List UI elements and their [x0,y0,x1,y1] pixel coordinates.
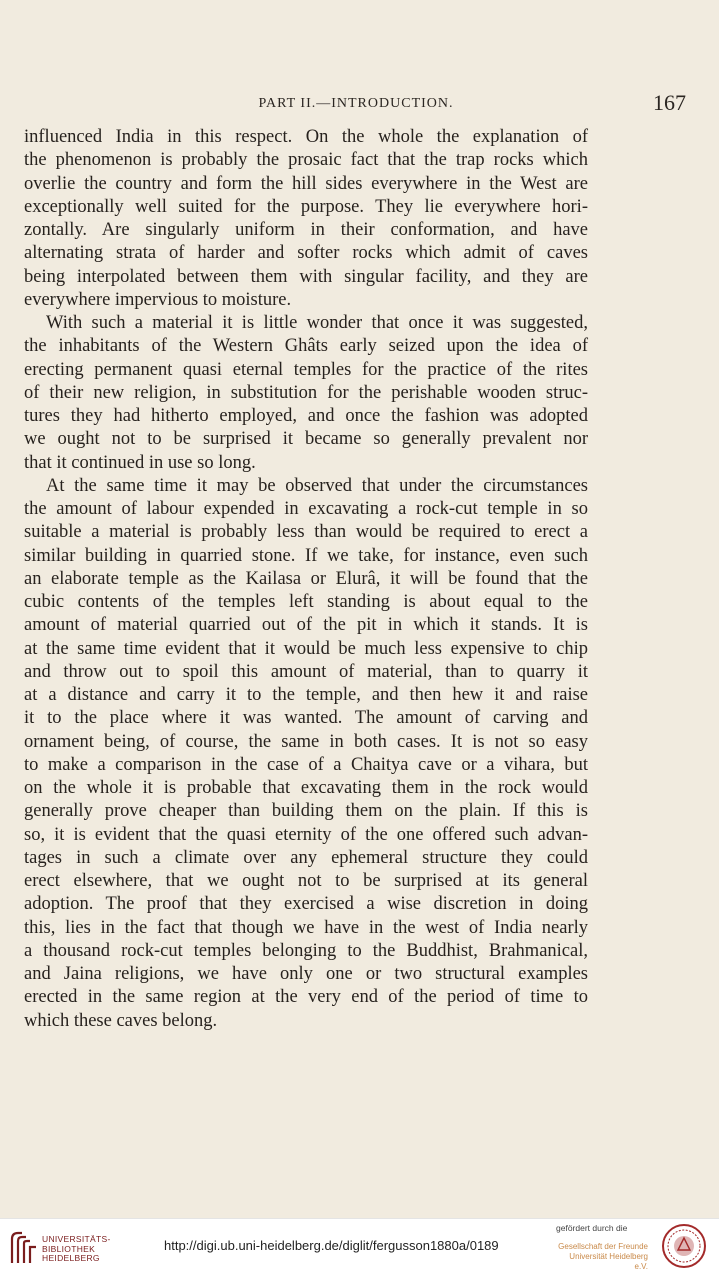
university-seal-icon [661,1223,707,1269]
text-line: erect elsewhere, that we ought not to be surprised at its general [24,871,588,891]
text-line: that it continued in use so long. [24,452,256,473]
text-line: ornament being, of course, the same in both cases. It is not so easy [24,731,588,752]
library-line: BIBLIOTHEK [42,1243,96,1254]
sponsor-label: gefördert durch die [556,1223,628,1233]
page-number: 167 [653,90,686,115]
text-line: zontally. Are singularly uniform in their conformation, and have [24,220,588,240]
text-line: and Jaina religions, we have only one or two structural examples [24,964,588,984]
body-text [24,126,588,1033]
text-line: and throw out to spoil this amount of material, than to quarry it [24,661,588,682]
text-line: similar building in quarried stone. If we take, for instance, even such [24,545,588,566]
text-line: which these caves belong. [24,1010,218,1031]
sponsor-name [556,1242,648,1272]
text-line: an elaborate temple as the Kailasa or Elurâ, it will be found that the [24,568,588,589]
text-line: so, it is evident that the quasi eternity of the one offered such advan- [24,824,588,845]
sponsor-line: Gesellschaft der Freunde [558,1242,648,1251]
text-line: we ought not to be surprised it became so generally prevalent nor [24,429,588,450]
text-line: to make a comparison in the case of a Chaitya cave or a vihara, but [24,754,588,775]
text-line: generally prove cheaper than building them on the plain. If this is [24,801,588,822]
sponsor-line: Universität Heidelberg e.V. [569,1252,648,1271]
text-line: everywhere impervious to moisture. [24,289,292,310]
text-line: at the same time evident that it would be much less expensive to chip [24,638,588,659]
text-line: tures they had hitherto employed, and once the fashion was adopted [24,406,588,426]
text-line: the amount of labour expended in excavating a rock-cut temple in so [24,499,588,519]
text-line: amount of material quarried out of the pit in which it stands. It is [24,615,588,636]
text-line: At the same time it may be observed that under the circumstances [46,475,588,496]
text-line: adoption. The proof that they exercised a wise discretion in doing [24,894,588,915]
text-line: a thousand rock-cut temples belonging to the Buddhist, Brahmanical, [24,940,588,961]
text-line: overlie the country and form the hill sides everywhere in the West are [24,173,588,194]
text-line: this, lies in the fact that though we have in the west of India nearly [24,917,588,938]
text-line: on the whole it is probable that excavating them in the rock would [24,778,588,798]
page-header [24,90,688,120]
text-line: influenced India in this respect. On the whole the explanation of [24,127,588,147]
library-line: UNIVERSITÄTS- [42,1234,111,1244]
university-library-name [42,1235,111,1264]
text-line: With such a material it is little wonder that once it was suggested, [46,313,588,333]
text-line: exceptionally well suited for the purpose. They lie everywhere hori- [24,196,588,217]
text-line: cubic contents of the temples left standing is about equal to the [24,592,588,612]
text-line: tages in such a climate over any ephemeral structure they could [24,847,588,868]
text-line: being interpolated between them with singular facility, and they are [24,266,588,287]
text-line: at a distance and carry it to the temple, and then hew it and raise [24,685,588,705]
text-line: of their new religion, in substitution for the perishable wooden struc- [24,382,588,403]
library-line: HEIDELBERG [42,1253,100,1263]
text-line: the phenomenon is probably the prosaic fact that the trap rocks which [24,150,588,171]
text-line: alternating strata of harder and softer rocks which admit of caves [24,243,588,264]
text-line: suitable a material is probably less than would be required to erect a [24,522,588,543]
viewer-footer [0,1218,719,1272]
permalink-url[interactable]: http://digi.ub.uni-heidelberg.de/diglit/fergusson1880a/0189 [164,1238,499,1253]
text-line: erecting permanent quasi eternal temples for the practice of the rites [24,359,588,380]
text-line: erected in the same region at the very end of the period of time to [24,987,588,1008]
text-line: it to the place where it was wanted. The amount of carving and [24,708,588,729]
text-line: the inhabitants of the Western Ghâts early seized upon the idea of [24,336,588,357]
university-library-logo-icon [8,1229,40,1265]
running-head: PART II.—INTRODUCTION. [258,96,454,111]
